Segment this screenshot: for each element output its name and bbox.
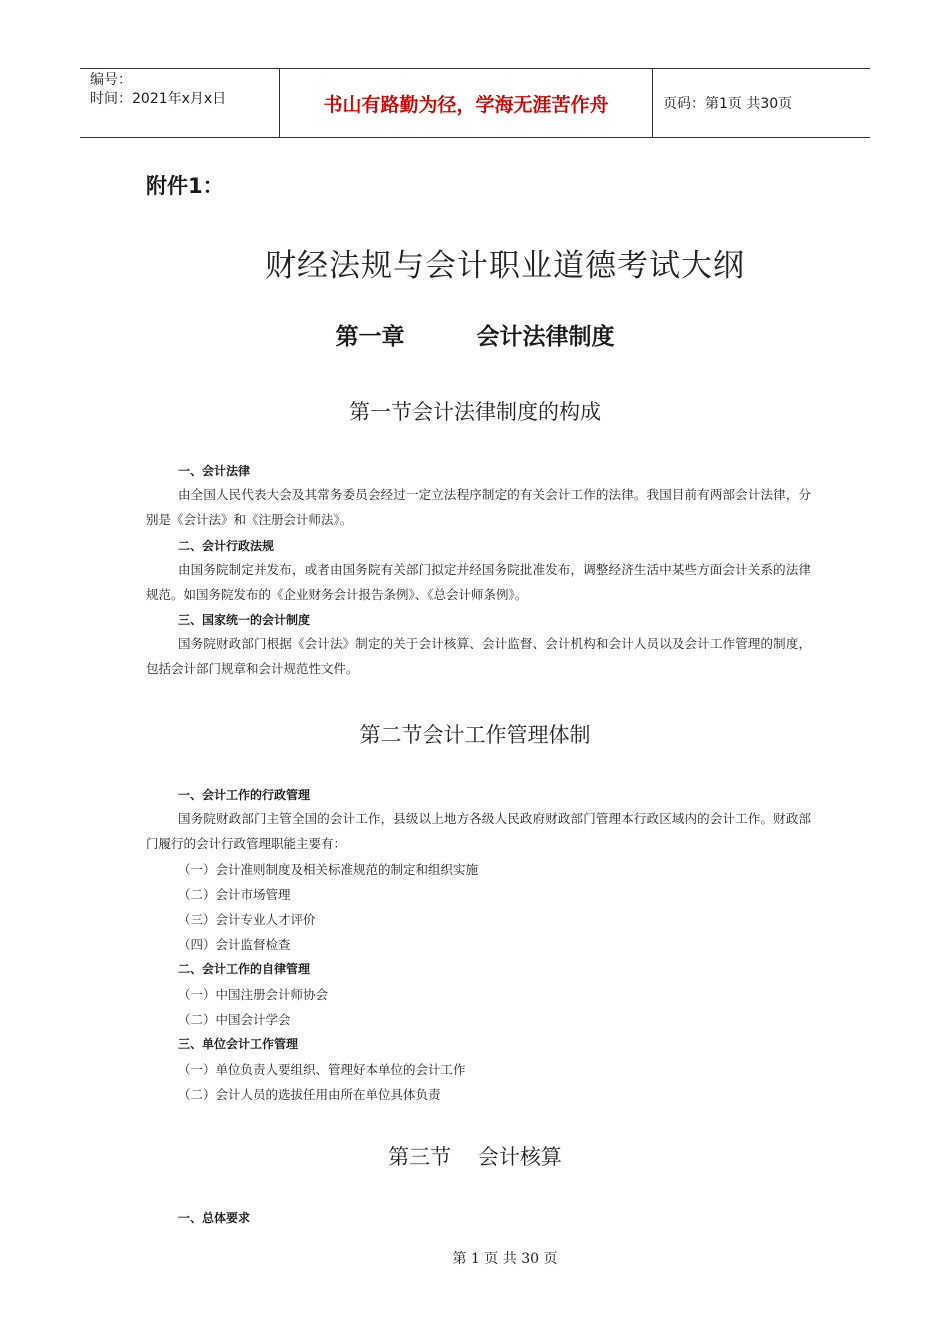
s1-paragraph-1: 由全国人民代表大会及其常务委员会经过一定立法程序制定的有关会计工作的法律。我国目前有两部会计法律，分别是《会计法》和《注册会计师法》。 bbox=[146, 487, 811, 527]
s2-heading-3: 三、单位会计工作管理 bbox=[178, 1037, 299, 1051]
s1-paragraph-2: 由国务院制定并发布，或者由国务院有关部门拟定并经国务院批准发布，调整经济生活中某些方面会计关系的法律规范。如国务院发布的《企业财务会计报告条例》、《总会计师条例》。 bbox=[146, 562, 811, 602]
section-3-title: 第三节 会计核算 bbox=[388, 1145, 562, 1169]
header-page-info: 页码：第1页 共30页 bbox=[663, 96, 793, 112]
chapter-heading: 第一章 会计法律制度 bbox=[335, 324, 615, 350]
s3-heading-1: 一、总体要求 bbox=[178, 1211, 251, 1225]
s2-list-item: （二）会计市场管理 bbox=[178, 887, 291, 902]
page-header bbox=[80, 68, 870, 138]
s1-paragraph-3: 国务院财政部门根据《会计法》制定的关于会计核算、会计监督、会计机构和会计人员以及会计工作管理的制度，包括会计部门规章和会计规范性文件。 bbox=[146, 636, 811, 676]
s2-heading-2: 二、会计工作的自律管理 bbox=[178, 962, 311, 976]
s1-heading-3: 三、国家统一的会计制度 bbox=[178, 613, 311, 627]
number-label: 编号： bbox=[90, 72, 132, 88]
s2-list-item: （一）会计准则制度及相关标准规范的制定和组织实施 bbox=[178, 862, 479, 877]
time-label: 时间：2021年x月x日 bbox=[90, 91, 227, 107]
section-1-title: 第一节会计法律制度的构成 bbox=[349, 400, 601, 424]
s1-heading-1: 一、会计法律 bbox=[178, 464, 251, 478]
header-meta bbox=[80, 69, 280, 137]
attachment-label: 附件1： bbox=[146, 174, 224, 198]
s2-list-item: （二）中国会计学会 bbox=[178, 1012, 291, 1027]
s1-heading-2: 二、会计行政法规 bbox=[178, 539, 275, 553]
document-title: 财经法规与会计职业道德考试大纲 bbox=[265, 248, 745, 284]
s2-list-item: （三）会计专业人才评价 bbox=[178, 912, 316, 927]
s2-list-item: （四）会计监督检查 bbox=[178, 937, 291, 952]
s2-list-item: （一）中国注册会计师协会 bbox=[178, 987, 329, 1002]
s2-list-item: （二）会计人员的选拔任用由所在单位具体负责 bbox=[178, 1087, 441, 1102]
page-footer: 第 1 页 共 30 页 bbox=[452, 1251, 558, 1267]
s2-list-item: （一）单位负责人要组织、管理好本单位的会计工作 bbox=[178, 1062, 466, 1077]
s2-heading-1: 一、会计工作的行政管理 bbox=[178, 788, 311, 802]
section-2-title: 第二节会计工作管理体制 bbox=[359, 723, 591, 747]
s2-paragraph-1: 国务院财政部门主管全国的会计工作，县级以上地方各级人民政府财政部门管理本行政区域内的会计工作。财政部门履行的会计行政管理职能主要有： bbox=[146, 811, 811, 851]
header-motto: 书山有路勤为径，学海无涯苦作舟 bbox=[280, 69, 653, 137]
